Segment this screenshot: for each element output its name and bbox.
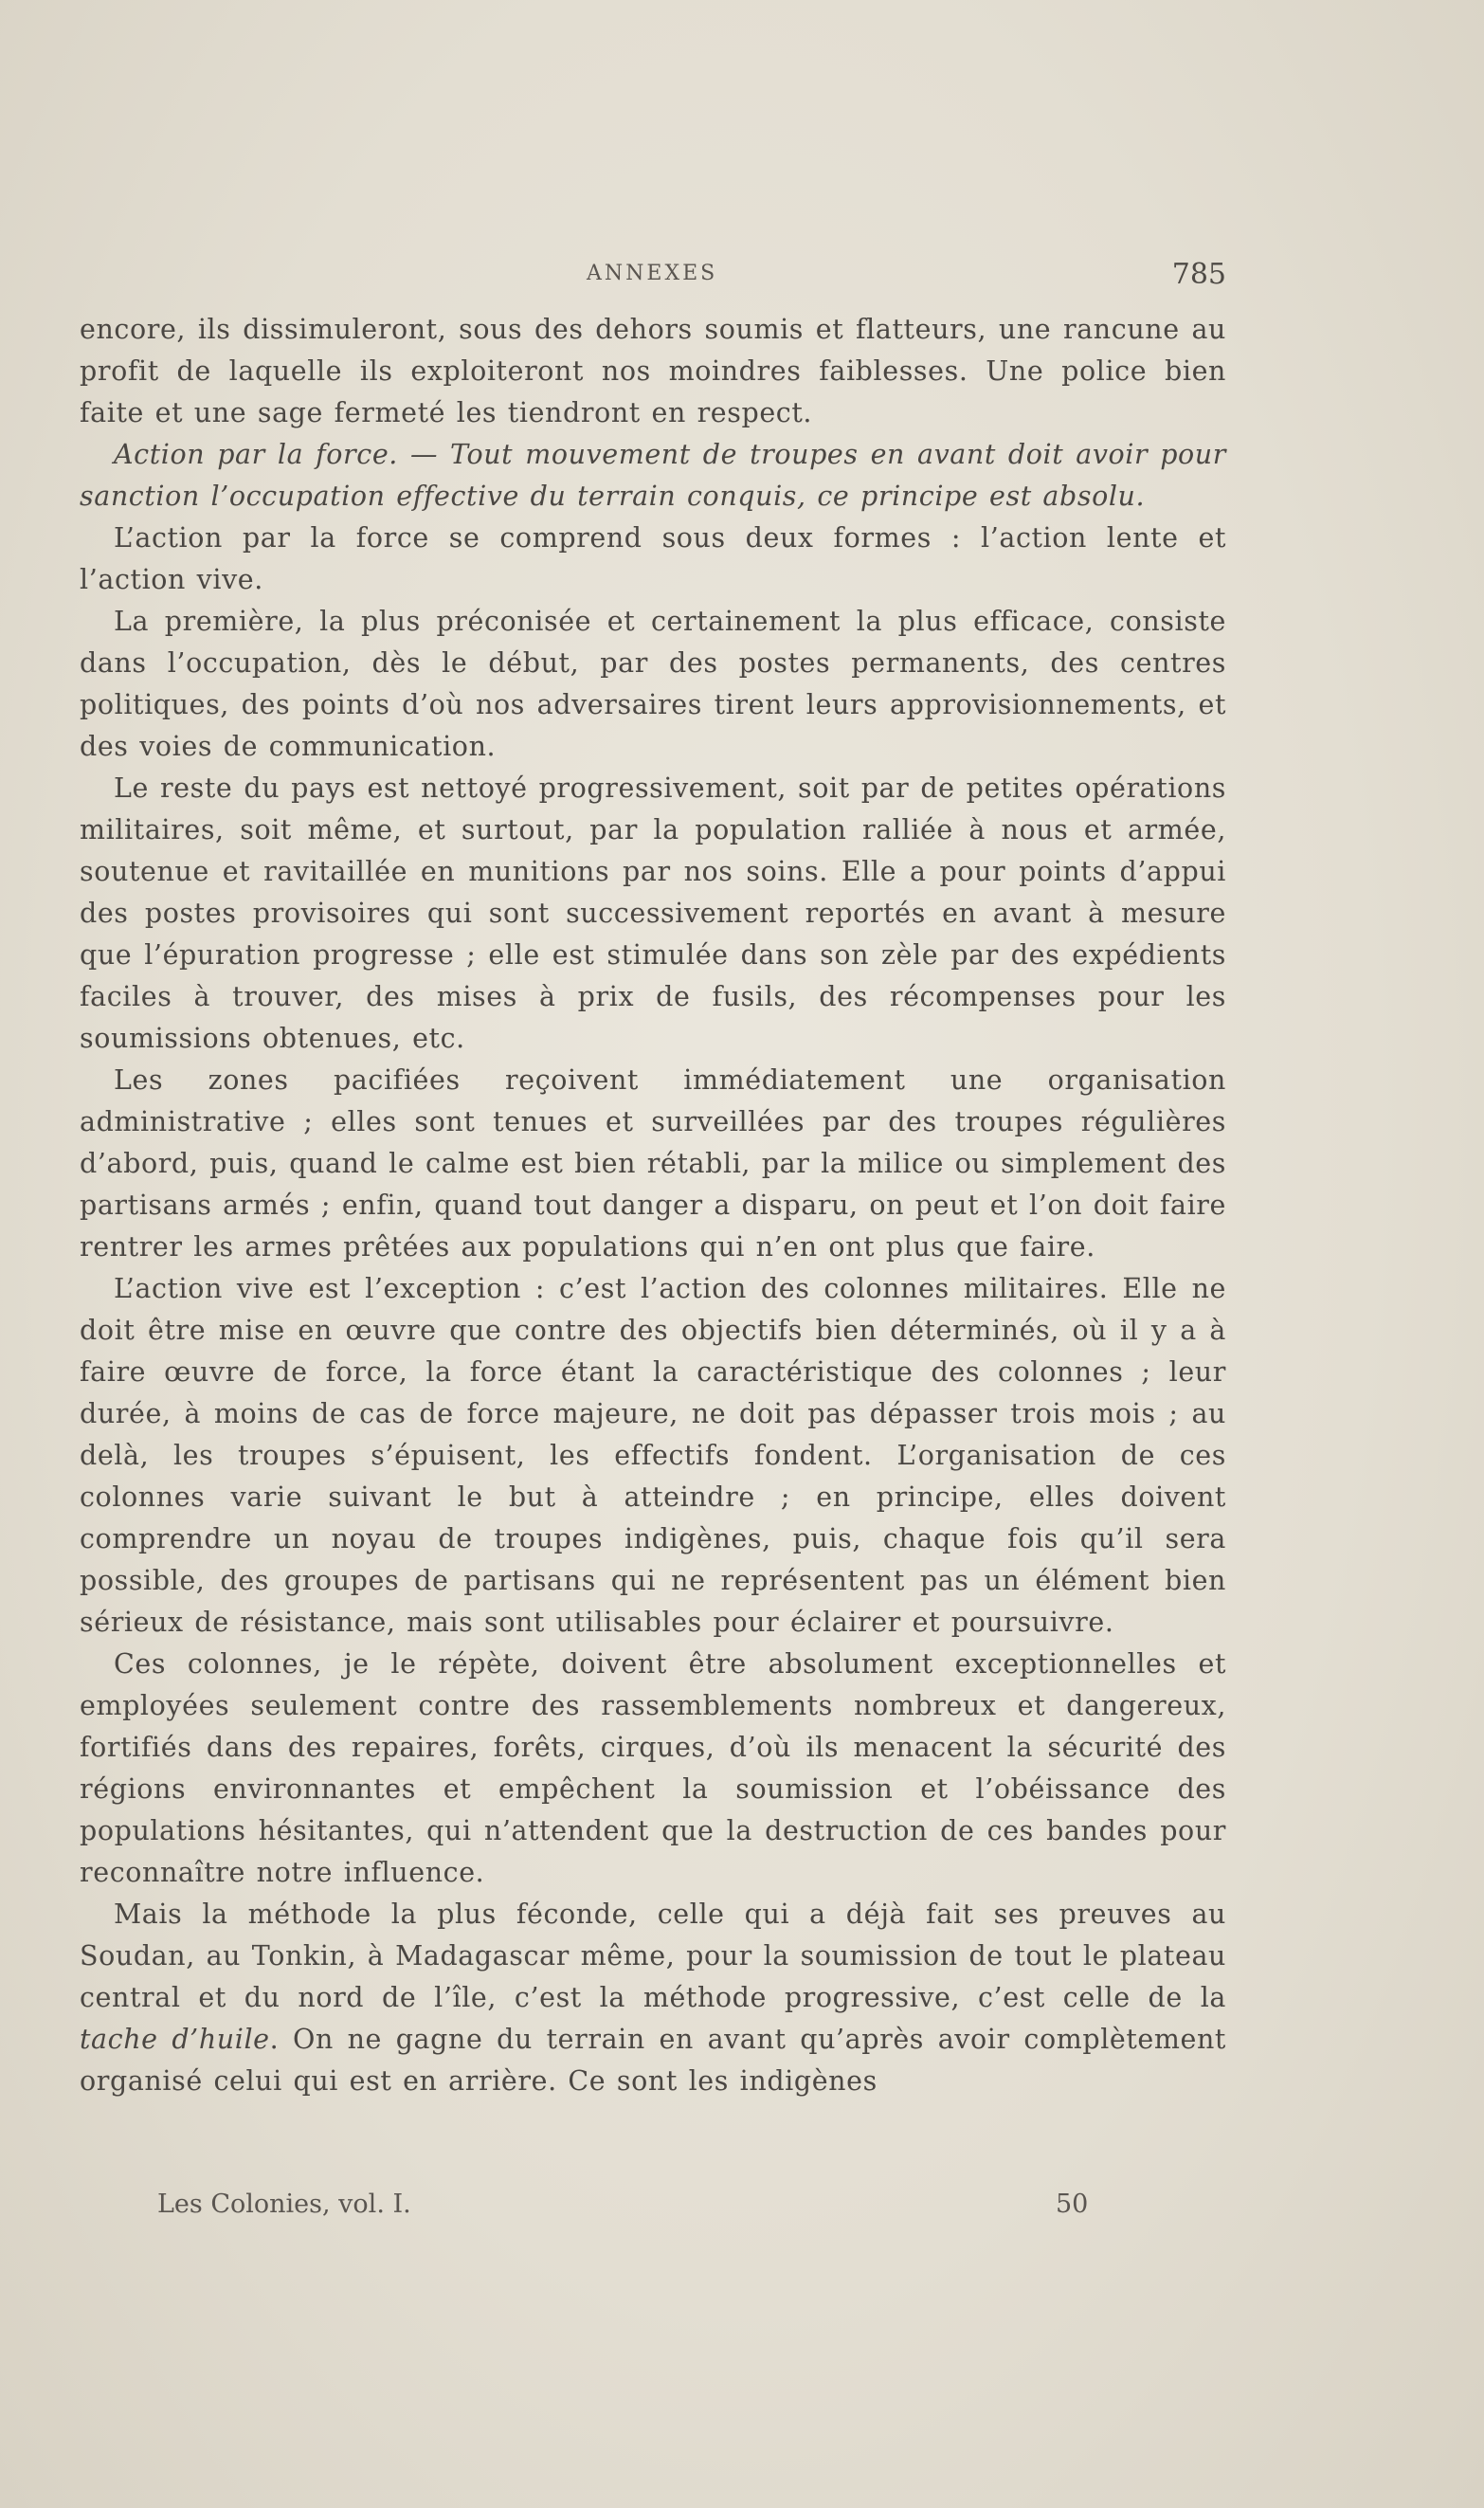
last-paragraph-after: . On ne gagne du terrain en avant qu’après avoir complètement organisé celui qui est en arrière. Ce sont les indigènes <box>80 2024 1226 2097</box>
paragraph-6: L’action vive est l’exception : c’est l’action des colonnes militaires. Elle ne doit être mise en œuvre que contre des objectifs bien déterminés, où il y a à faire œuvre de force, la force étant la caractéristique des colonnes ; leur durée, à moins de cas de force majeure, ne doit pas dépasser trois mois ; au delà, les troupes s’épuisent, les effectifs fondent. L’organisation de ces colonnes varie suivant le but à atteindre ; en principe, elles doivent comprendre un noyau de troupes indigènes, puis, chaque fois qu’il sera possible, des groupes de partisans qui ne représentent pas un élément bien sérieux de résistance, mais sont utilisables pour éclairer et poursuivre. <box>80 1273 1226 1638</box>
page-header <box>80 258 1226 300</box>
italic-paragraph-text: Tout mouvement de troupes en avant doit avoir pour sanction l’occupation effective du terrain conquis, ce principe est absolu. <box>80 439 1226 512</box>
paragraph-5: Les zones pacifiées reçoivent immédiatement une organisation administrative ; elles sont tenues et surveillées par des troupes régulières d’abord, puis, quand le calme est bien rétabli, par la milice ou simplement des partisans armés ; enfin, quand tout danger a disparu, on peut et l’on doit faire rentrer les armes prêtées aux populations qui n’en ont plus que faire. <box>80 1064 1226 1263</box>
page-footer <box>80 2190 1226 2231</box>
footer-source: Les Colonies, vol. I. <box>157 2190 411 2219</box>
paragraph-3: La première, la plus préconisée et certainement la plus efficace, consiste dans l’occupation, dès le début, par des postes permanents, des centres politiques, des points d’où nos adversaires tirent leurs approvisionnements, et des voies de communication. <box>80 606 1226 762</box>
paragraph-4: Le reste du pays est nettoyé progressivement, soit par de petites opérations militaires, soit même, et surtout, par la population ralliée à nous et armée, soutenue et ravitaillée en munitions par nos soins. Elle a pour points d’appui des postes provisoires qui sont successivement reportés en avant à mesure que l’épuration progresse ; elle est stimulée dans son zèle par des expédients faciles à trouver, des mises à prix de fusils, des récompenses pour les soumissions obtenues, etc. <box>80 772 1226 1054</box>
paragraph-1: encore, ils dissimuleront, sous des dehors soumis et flatteurs, une rancune au profit de laquelle ils exploiteront nos moindres faiblesses. Une police bien faite et une sage fermeté les tiendront en respect. <box>80 314 1226 428</box>
italic-paragraph-dash: — <box>397 439 451 470</box>
paragraph-last <box>80 1894 1226 2102</box>
last-paragraph-italic: tache d’huile <box>80 2024 270 2055</box>
italic-paragraph <box>80 434 1226 518</box>
paragraph-2: L’action par la force se comprend sous deux formes : l’action lente et l’action vive. <box>80 522 1226 595</box>
body-text <box>80 309 1226 2102</box>
running-title: ANNEXES <box>587 262 718 285</box>
last-paragraph-before: Mais la méthode la plus féconde, celle qui a déjà fait ses preuves au Soudan, au Tonkin, à Madagascar même, pour la soumission de tout le plateau central et du nord de l’île, c’est la méthode progressive, c’est celle de la <box>80 1899 1226 2013</box>
page-number: 785 <box>1171 258 1226 291</box>
italic-paragraph-title: Action par la force. <box>114 439 398 470</box>
paragraph-7: Ces colonnes, je le répète, doivent être absolument exceptionnelles et employées seulement contre des rassemblements nombreux et dangereux, fortifiés dans des repaires, forêts, cirques, d’où ils menacent la sécurité des régions environnantes et empêchent la soumission et l’obéissance des populations hésitantes, qui n’attendent que la destruction de ces bandes pour reconnaître notre influence. <box>80 1648 1226 1888</box>
footer-signature: 50 <box>1056 2190 1089 2219</box>
